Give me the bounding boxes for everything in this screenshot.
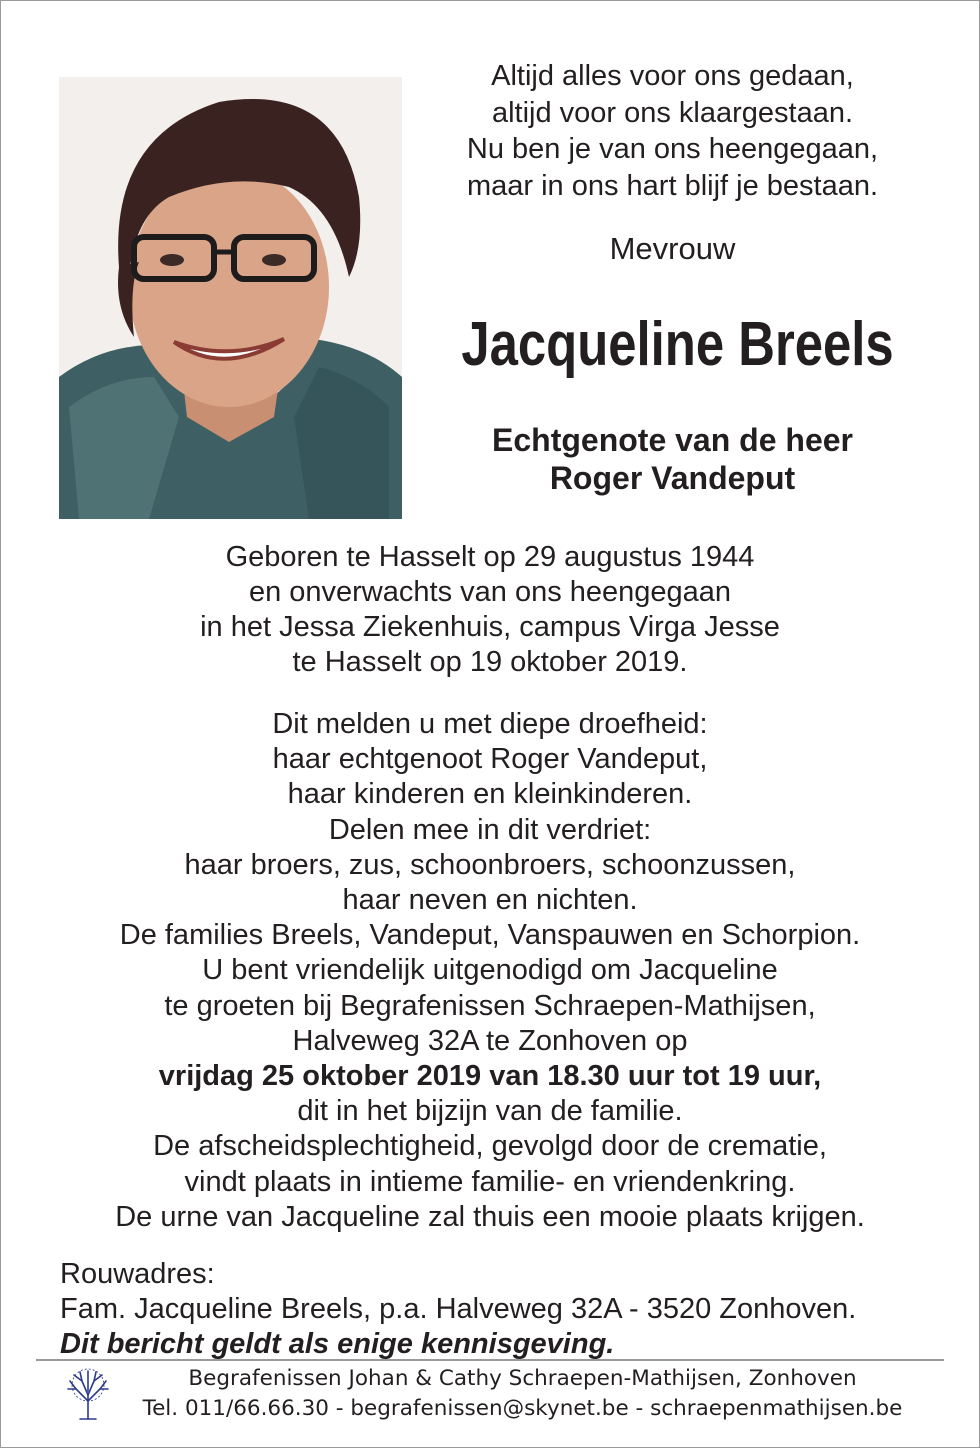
mourning-address [60, 1257, 960, 1362]
text-line: vindt plaats in intieme familie- en vriendenkring. [184, 1165, 796, 1198]
visitation-time: vrijdag 25 oktober 2019 van 18.30 uur tot 19 uur, [158, 1060, 822, 1093]
text-line: te Hasselt op 19 oktober 2019. [292, 646, 688, 678]
notice-line: Dit bericht geldt als enige kennisgeving. [60, 1328, 615, 1360]
text-line: haar neven en nichten. [342, 884, 638, 917]
text-line: haar broers, zus, schoonbroers, schoonzussen, [184, 848, 796, 881]
poem-line: maar in ons hart blijf je bestaan. [466, 169, 879, 202]
text-line: De urne van Jacqueline zal thuis een mooie plaats krijgen. [115, 1200, 865, 1233]
footer-divider [36, 1359, 944, 1361]
funeral-home-contact: Tel. 011/66.66.30 - begrafenissen@skynet.be - schraepenmathijsen.be [142, 1396, 903, 1421]
spouse-line [410, 421, 935, 497]
poem-line: altijd voor ons klaargestaan. [491, 96, 854, 129]
text-line: te groeten bij Begrafenissen Schraepen-Mathijsen, [164, 989, 816, 1022]
text-line: De families Breels, Vandeput, Vanspauwen en Schorpion. [119, 919, 861, 952]
deceased-name: Jacqueline Breels [461, 310, 894, 379]
funeral-home-name: Begrafenissen Johan & Cathy Schraepen-Mathijsen, Zonhoven [188, 1366, 857, 1391]
spouse-line-1: Echtgenote van de heer [492, 422, 853, 458]
address-line: Fam. Jacqueline Breels, p.a. Halveweg 32A - 3520 Zonhoven. [60, 1293, 857, 1325]
text-line: Geboren te Hasselt op 29 augustus 1944 [225, 541, 755, 573]
text-line: Dit melden u met diepe droefheid: [272, 708, 708, 740]
tree-icon [64, 1367, 112, 1421]
announcement [0, 707, 980, 1235]
poem-line: Nu ben je van ons heengegaan, [466, 133, 879, 165]
address-label: Rouwadres: [60, 1258, 215, 1290]
portrait-photo [59, 77, 402, 519]
text-line: U bent vriendelijk uitgenodigd om Jacqueline [202, 954, 778, 987]
memorial-poem [410, 58, 935, 204]
text-line: haar kinderen en kleinkinderen. [287, 778, 693, 811]
text-line: in het Jessa Ziekenhuis, campus Virga Jesse [200, 611, 780, 643]
funeral-home-footer [120, 1364, 925, 1424]
spouse-line-2: Roger Vandeput [549, 460, 796, 496]
text-line: en onverwachts van ons heengegaan [248, 576, 732, 608]
poem-line: Altijd alles voor ons gedaan, [491, 60, 854, 92]
text-line: Halveweg 32A te Zonhoven op [292, 1024, 688, 1057]
text-line: dit in het bijzijn van de familie. [297, 1095, 683, 1128]
honorific: Mevrouw [609, 231, 736, 266]
birth-death-details [0, 540, 980, 680]
text-line: De afscheidsplechtigheid, gevolgd door de crematie, [153, 1130, 827, 1163]
text-line: Delen mee in dit verdriet: [328, 813, 652, 846]
text-line: haar echtgenoot Roger Vandeput, [272, 743, 708, 776]
